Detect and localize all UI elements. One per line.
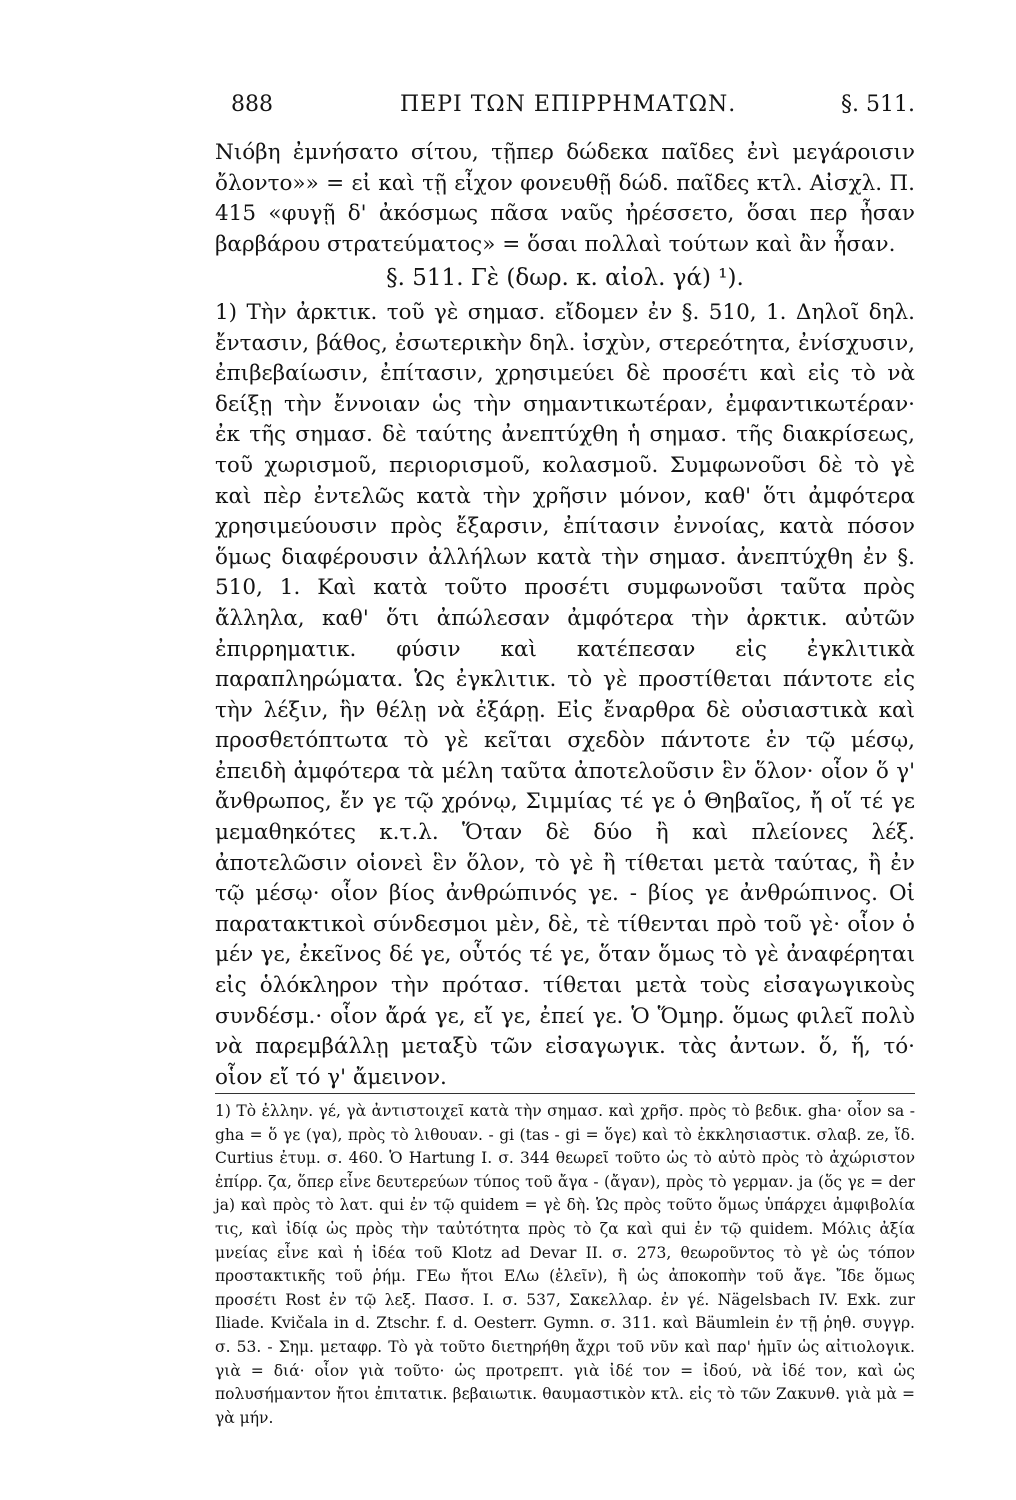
body-paragraph: 1) Τὴν ἀρκτικ. τοῦ γὲ σημασ. εἴδομεν ἐν §. 510, 1. Δηλοῖ δηλ. ἔντασιν, βάθος, ἐσωτερικὴν δηλ. ἰσχὺν, στερεότητα, ἐνίσχυσιν, ἐπιβεβαίωσιν, ἐπίτασιν, χρησιμεύει δὲ προσέτι καὶ εἰς τὸ νὰ δείξῃ τὴν ἔννοιαν ὡς τὴν σημαντικωτέραν, ἐμφαντικωτέραν· ἐκ τῆς σημασ. δὲ ταύτης ἀνεπτύχθη ἡ σημασ. τῆς διακρίσεως, τοῦ χωρισμοῦ, περιορισμοῦ, κολασμοῦ. Συμφωνοῦσι δὲ τὸ γὲ καὶ πὲρ ἐντελῶς κατὰ τὴν χρῆσιν μόνον, καθ' ὅτι ἀμφότερα χρησιμεύουσιν πρὸς ἔξαρσιν, ἐπίτασιν ἐννοίας, κατὰ πόσον ὅμως διαφέρουσιν ἀλλήλων κατὰ τὴν σημασ. ἀνεπτύχθη ἐν §. 510, 1. Καὶ κατὰ τοῦτο προσέτι συμφωνοῦσι ταῦτα πρὸς ἄλληλα, καθ' ὅτι ἀπώλεσαν ἀμφότερα τὴν ἀρκτικ. αὐτῶν ἐπιρρηματικ. φύσιν καὶ κατέπεσαν εἰς ἐγκλιτικὰ παραπληρώματα. Ὡς ἐγκλιτικ. τὸ γὲ προστίθεται πάντοτε εἰς τὴν λέξιν, ἣν θέλῃ νὰ ἐξάρῃ. Εἰς ἔναρθρα δὲ οὐσιαστικὰ καὶ προσθετόπτωτα τὸ γὲ κεῖται σχεδὸν πάντοτε ἐν τῷ μέσῳ, ἐπειδὴ ἀμφότερα τὰ μέλη ταῦτα ἀποτελοῦσιν ἓν ὅλον· οἷον ὅ γ' ἄνθρωπος, ἔν γε τῷ χρόνῳ, Σιμμίας τέ γε ὁ Θηβαῖος, ἤ οἵ τέ γε μεμαθηκότες κ.τ.λ. Ὅταν δὲ δύο ἢ καὶ πλείονες λέξ. ἀποτελῶσιν οἱονεὶ ἓν ὅλον, τὸ γὲ ἢ τίθεται μετὰ ταύτας, ἢ ἐν τῷ μέσῳ· οἷον βίος ἀνθρώπινός γε. - βίος γε ἀνθρώπινος. Οἱ παρατακτικοὶ σύνδεσμοι μὲν, δὲ, τὲ τίθενται πρὸ τοῦ γὲ· οἷον ὁ μέν γε, ἐκεῖνος δέ γε, οὗτός τέ γε, ὅταν ὅμως τὸ γὲ ἀναφέρηται εἰς ὁλόκληρον τὴν πρότασ. τίθεται μετὰ τοὺς εἰσαγωγικοὺς συνδέσμ.· οἷον ἄρά γε, εἴ γε, ἐπεί γε. Ὁ Ὅμηρ. ὅμως φιλεῖ πολὺ νὰ παρεμβάλλῃ μεταξὺ τῶν εἰσαγωγικ. τὰς ἀντων. ὅ, ἥ, τό· οἷον εἴ τό γ' ἄμεινον.: [215, 299, 915, 1090]
footnote-divider: [215, 1093, 915, 1094]
section-heading: §. 511. Γὲ (δωρ. κ. αἰολ. γά) ¹).: [386, 265, 744, 292]
footnote: [215, 1100, 915, 1430]
main-text: [215, 138, 915, 1093]
footnote-text: 1) Τὸ ἑλλην. γέ, γὰ ἀντιστοιχεῖ κατὰ τὴν σημασ. καὶ χρῆσ. πρὸς τὸ βεδικ. gha· οἷον sa - gha = ὅ γε (γα), πρὸς τὸ λιθουαν. - gi (tas - gi = ὅγε) καὶ τὸ ἐκκλησιαστικ. σλαβ. ze, ἴδ. Curtius ἐτυμ. σ. 460. Ὁ Hartung I. σ. 344 θεωρεῖ τοῦτο ὡς τὸ αὐτὸ πρὸς τὸ ἀχώριστον ἐπίρρ. ζα, ὅπερ εἶνε δευτερεύων τύπος τοῦ ἄγα - (ἄγαν), πρὸς τὸ γερμαν. ja (ὅς γε = der ja) καὶ πρὸς τὸ λατ. qui ἐν τῷ quidem = γὲ δὴ. Ὡς πρὸς τοῦτο ὅμως ὑπάρχει ἀμφιβολία τις, καὶ ἰδίᾳ ὡς πρὸς τὴν ταὐτότητα πρὸς τὸ ζα καὶ qui ἐν τῷ quidem. Μόλις ἀξία μνείας εἶνε καὶ ἡ ἰδέα τοῦ Klotz ad Devar II. σ. 273, θεωροῦντος τὸ γὲ ὡς τόπον προστακτικῆς τοῦ ῥήμ. ΓΕω ἤτοι ΕΛω (ἑλεῖν), ἢ ὡς ἀποκοπὴν τοῦ ἄγε. Ἴδε ὅμως προσέτι Rost ἐν τῷ λεξ. Πασσ. I. σ. 537, Σακελλαρ. ἐν γέ. Nägelsbach IV. Exk. zur Iliade. Kvičala in d. Ztschr. f. d. Oesterr. Gymn. σ. 311. καὶ Bäumlein ἐν τῇ ῥηθ. συγγρ. σ. 53. - Σημ. μεταφρ. Τὸ γὰ τοῦτο διετηρήθη ἄχρι τοῦ νῦν καὶ παρ' ἡμῖν ὡς αἰτιολογικ. γιὰ = διά· οἷον γιὰ τοῦτο· ὡς προτρεπτ. γιὰ ἰδέ τον = ἰδού, νὰ ἰδέ τον, καὶ ὡς πολυσήμαντον ἤτοι ἐπιτατικ. βεβαιωτικ. θαυμαστικὸν κτλ. εἰς τὸ τῶν Ζακυνθ. γιὰ μὰ = γὰ μήν.: [215, 1102, 915, 1427]
page-number: 888: [231, 92, 273, 117]
section-number: §. 511.: [841, 92, 915, 117]
intro-paragraph: Νιόβη ἐμνήσατο σίτου, τῇπερ δώδεκα παῖδες ἐνὶ μεγάροισιν ὄλοντο»» = εἰ καὶ τῇ εἶχον φονευθῇ δώδ. παῖδες κτλ. Αἰσχλ. Π. 415 «φυγῇ δ' ἀκόσμως πᾶσα ναῦς ἠρέσσετο, ὅσαι περ ἦσαν βαρβάρου στρατεύματος» = ὅσαι πολλαὶ τούτων καὶ ἂν ἦσαν.: [215, 140, 915, 257]
running-header: [215, 92, 915, 132]
running-title: ΠΕΡΙ ΤΩΝ ΕΠΙΡΡΗΜΑΤΩΝ.: [400, 92, 737, 117]
